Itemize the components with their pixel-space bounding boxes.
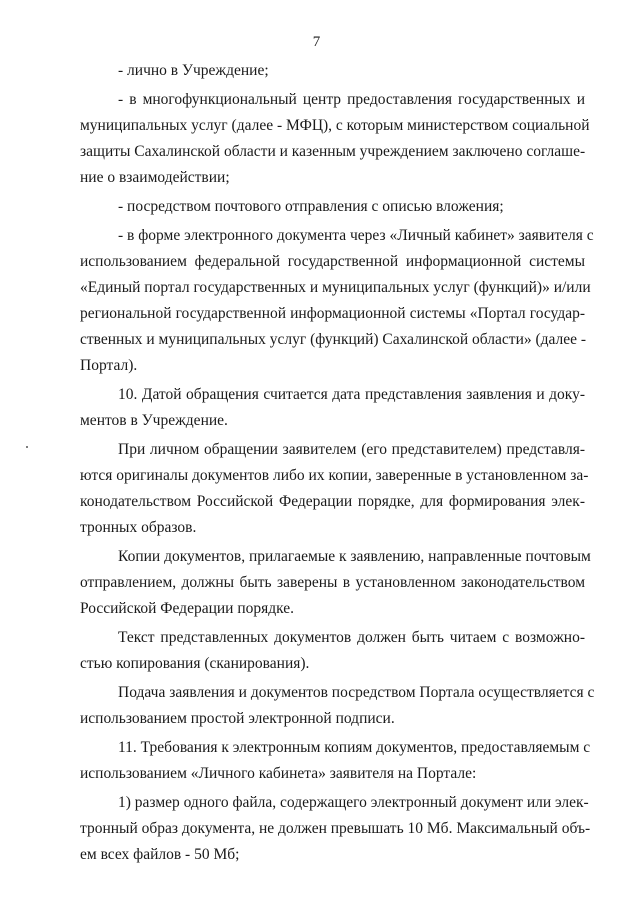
text-line: конодательством Российской Федерации порядке, для формирования элек- <box>80 493 585 510</box>
text-line: - в многофункциональный центр предоставления государственных и <box>118 91 585 108</box>
paragraph-copies <box>80 544 591 622</box>
scan-speck <box>26 446 28 448</box>
text-line: При личном обращении заявителем (его представителем) представля- <box>118 441 585 458</box>
text-line: региональной государственной информационной системы «Портал государ- <box>80 305 585 322</box>
paragraph-item-11 <box>80 735 591 787</box>
text-line: Подача заявления и документов посредством Портала осуществляется с <box>118 684 595 701</box>
text-line: Текст представленных документов должен быть читаем с возможно- <box>118 629 585 646</box>
text-line: 11. Требования к электронным копиям документов, предоставляемым с <box>118 739 591 756</box>
text-line: ем всех файлов - 50 Мб; <box>80 846 240 863</box>
text-line: ются оригиналы документов либо их копии, заверенные в установленном за- <box>80 467 589 484</box>
text-line: использованием федеральной государственной информационной системы <box>80 253 585 270</box>
text-line: ние о взаимодействии; <box>80 169 230 186</box>
page-number: 7 <box>312 34 321 50</box>
paragraph-mfc <box>80 87 590 191</box>
paragraph-item-10 <box>80 382 585 434</box>
text-line: «Единый портал государственных и муниципальных услуг (функций)» и/или <box>80 279 591 296</box>
text-line: отправлением, должны быть заверены в установленном законодательством <box>80 574 585 591</box>
text-line: использованием простой электронной подписи. <box>80 710 395 727</box>
text-line: тронный образ документа, не должен превышать 10 Мб. Максимальный объ- <box>80 820 591 837</box>
text-line: использованием «Личного кабинета» заявителя на Портале: <box>80 765 477 782</box>
document-body <box>80 58 595 871</box>
paragraph-signature <box>80 680 595 732</box>
text-line: муниципальных услуг (далее - МФЦ), с которым министерством социальной <box>80 117 590 134</box>
text-line: 10. Датой обращения считается дата представления заявления и доку- <box>118 386 585 403</box>
text-line: ментов в Учреждение. <box>80 412 228 429</box>
text-line: Портал). <box>80 357 138 374</box>
text-line: - лично в Учреждение; <box>118 62 269 79</box>
paragraph-originals <box>80 437 589 541</box>
text-line: - посредством почтового отправления с описью вложения; <box>118 198 504 215</box>
text-line: тронных образов. <box>80 519 197 536</box>
text-line: 1) размер одного файла, содержащего электронный документ или элек- <box>118 794 589 811</box>
text-line: Копии документов, прилагаемые к заявлению, направленные почтовым <box>118 548 591 565</box>
text-line: - в форме электронного документа через «Личный кабинет» заявителя с <box>118 227 594 244</box>
paragraph-postal <box>80 194 585 220</box>
paragraph-file-size <box>80 790 591 868</box>
text-line: ственных и муниципальных услуг (функций) Сахалинской области» (далее - <box>80 331 587 348</box>
text-line: стью копирования (сканирования). <box>80 655 310 672</box>
paragraph-electronic <box>80 223 594 379</box>
paragraph-readable <box>80 625 585 677</box>
text-line: защиты Сахалинской области и казенным учреждением заключено соглаше- <box>80 143 586 160</box>
paragraph-in-person <box>80 58 585 84</box>
text-line: Российской Федерации порядке. <box>80 600 295 617</box>
